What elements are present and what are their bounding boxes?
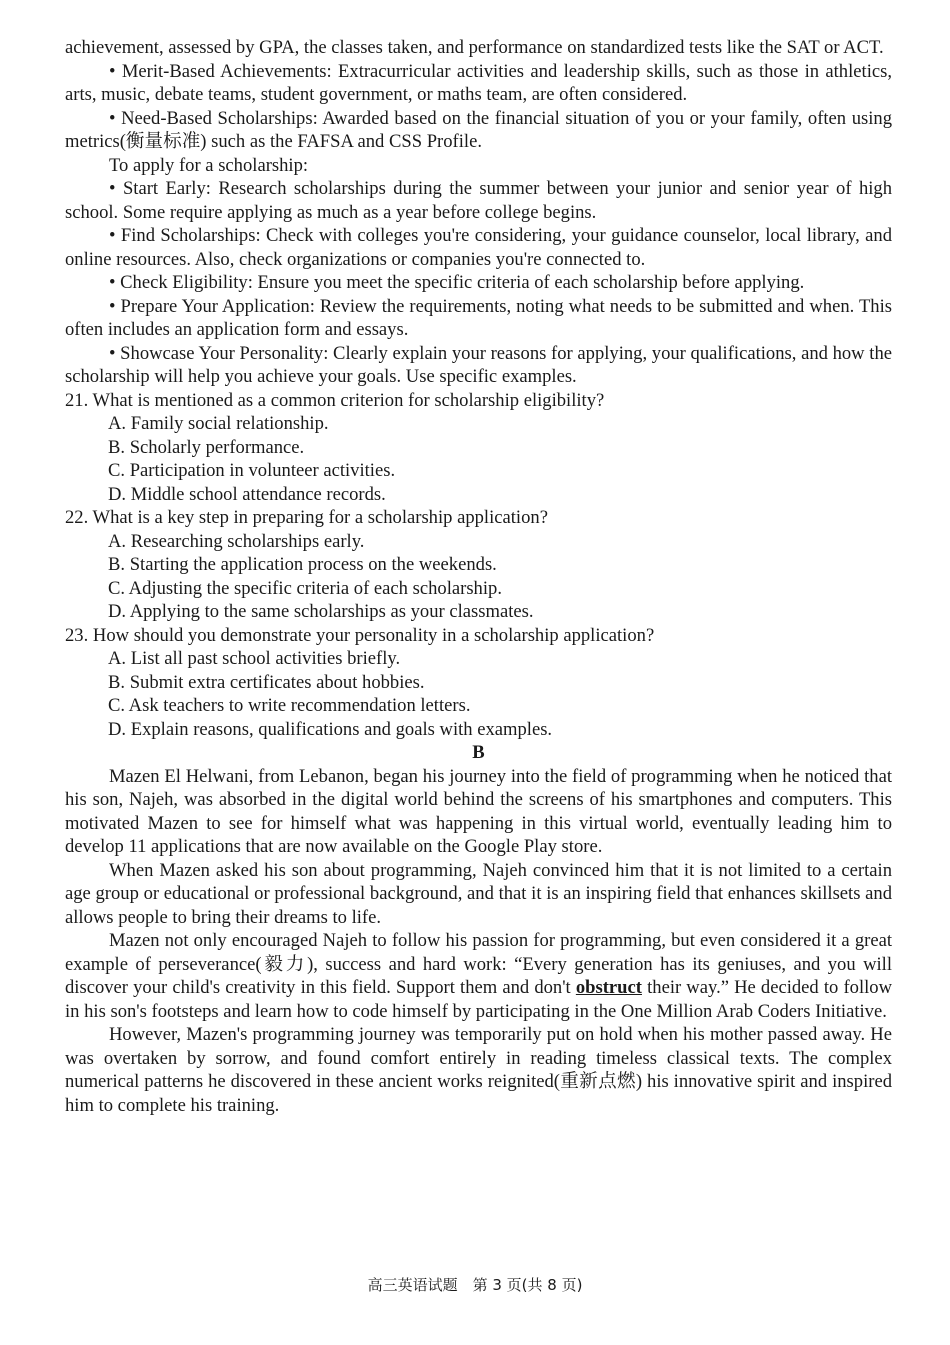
question-stem: 22. What is a key step in preparing for a scholarship application? (65, 507, 548, 528)
passage-b-paragraph-1: Mazen El Helwani, from Lebanon, began his journey into the field of programming when he noticed that his son, Najeh, was absorbed in the digital world behind the screens of his smartphones and computers. This motivated Mazen to see for himself what was happening in this virtual world, eventually leading him to develop 11 applications that are now available on the Google Play store. (65, 765, 892, 857)
option-b: B. Starting the application process on the weekends. (108, 554, 497, 575)
option-d: D. Middle school attendance records. (108, 483, 386, 505)
option-d: D. Applying to the same scholarships as your classmates. (108, 601, 534, 622)
option-a: A. Researching scholarships early. (108, 530, 365, 552)
passage-a-apply-intro: To apply for a scholarship: (109, 154, 309, 176)
option-d: D. Explain reasons, qualifications and goals with examples. (108, 718, 553, 740)
page-footer: 高三英语试题 第 3 页(共 8 页) (367, 1276, 583, 1294)
question-stem: 23. How should you demonstrate your personality in a scholarship application? (65, 624, 655, 646)
passage-b-paragraph-2: When Mazen asked his son about programming, Najeh convinced him that it is not limited to a certain age group or educational or professional background, and that it is an inspiring field that enhances skillsets and allows people to bring their dreams to life. (65, 859, 892, 928)
question-stem: 21. What is mentioned as a common criterion for scholarship eligibility? (65, 389, 605, 411)
passage-a-showcase-personality: • Showcase Your Personality: Clearly explain your reasons for applying, your qualifications, and how the scholarship will help you achieve your goals. Use specific examples. (65, 342, 892, 387)
option-a: A. List all past school activities briefly. (108, 648, 401, 669)
passage-a-start-early: • Start Early: Research scholarships during the summer between your junior and senior year of high school. Some require applying as much as a year before college begins. (65, 178, 892, 223)
passage-a-prepare-application: • Prepare Your Application: Review the requirements, noting what needs to be submitted and when. This often includes an application form and essays. (65, 295, 892, 340)
passage-a-need-based: • Need-Based Scholarships: Awarded based on the financial situation of you or your family, often using metrics(衡量标准) such as the FAFSA and CSS Profile. (65, 107, 892, 152)
exam-page (65, 36, 892, 1117)
passage-a-paragraph-1: achievement, assessed by GPA, the classes taken, and performance on standardized tests like the SAT or ACT. (65, 37, 884, 58)
question-21 (65, 389, 892, 507)
paragraph-3-text-before: Mazen not only encouraged Najeh to follow his passion for programming, but even considered it a great example of perseverance(毅力), success and hard work: “Every generation has its geniuses, and you will discover your child's creativity in this field. Support them and don't (65, 930, 892, 998)
passage-a-find-scholarships: • Find Scholarships: Check with colleges you're considering, your guidance counselor, local library, and online resources. Also, check organizations or companies you're connected to. (65, 225, 892, 270)
question-23 (65, 624, 892, 742)
passage-a-check-eligibility: • Check Eligibility: Ensure you meet the specific criteria of each scholarship before applying. (109, 272, 805, 293)
section-b-heading: B (472, 742, 485, 763)
option-b: B. Scholarly performance. (108, 436, 305, 458)
passage-b-paragraph-4: However, Mazen's programming journey was temporarily put on hold when his mother passed away. He was overtaken by sorrow, and found comfort entirely in reading timeless classical texts. The complex numerical patterns he discovered in these ancient works reignited(重新点燃) his innovative spirit and inspired him to complete his training. (65, 1024, 892, 1116)
passage-a-merit-based: • Merit-Based Achievements: Extracurricular activities and leadership skills, such as those in athletics, arts, music, debate teams, student government, or maths team, are often considered. (65, 60, 892, 105)
paragraph-3-text-after: their way.” He decided to follow in his son's footsteps and learn how to code himself by participating in the One Million Arab Coders Initiative. (65, 977, 893, 1022)
option-c: C. Ask teachers to write recommendation letters. (108, 695, 471, 716)
highlighted-word-obstruct: obstruct (575, 977, 642, 998)
option-c: C. Participation in volunteer activities. (108, 460, 396, 481)
passage-b-paragraph-3 (65, 929, 892, 1023)
option-c: C. Adjusting the specific criteria of each scholarship. (108, 577, 502, 599)
question-22 (65, 506, 892, 624)
option-b: B. Submit extra certificates about hobbies. (108, 671, 425, 693)
option-a: A. Family social relationship. (108, 413, 329, 434)
